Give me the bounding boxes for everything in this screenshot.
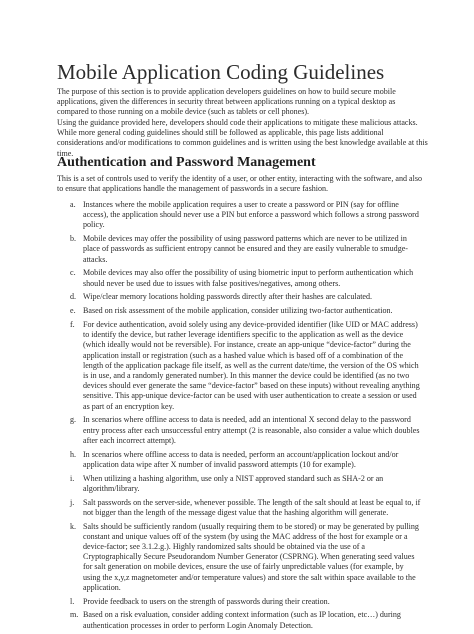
- list-item-marker: m.: [70, 610, 79, 620]
- list-item: [57, 320, 421, 412]
- list-item: [57, 522, 421, 593]
- list-item-text: Salt passwords on the server-side, whenever possible. The length of the salt should at least be equal to, if not bigger than the length of the message digest value that the hashing algorithm will generate.: [83, 497, 421, 517]
- list-item-text: Mobile devices may offer the possibility of using password patterns which are never to be utilized in place of passwords as sufficient entropy cannot be ensured and they are easily vulnerable to smudge-attacks.: [83, 234, 408, 264]
- list-item-marker: c.: [70, 268, 76, 278]
- page-title: Mobile Application Coding Guidelines: [57, 60, 385, 84]
- list-item: [57, 200, 421, 231]
- list-item-text: For device authentication, avoid solely using any device-provided identifier (like UID or MAC address) to identify the device, but rather leverage identifiers specific to the application as well as the device (which ideally would not be reversible). For instance, create an app-unique “device-factor” during the application install or registration (such as a hashed value which is based off of a combination of the length of the application package file itself, as well as the current date/time, the version of the OS which is in use, and a randomly generated number). In this manner the device could be identified (as no two devices should ever generate the same “device-factor” based on these inputs) without revealing anything sensitive. This app-unique device-factor can be used with user authentication to create a session or used as part of an encryption key.: [83, 320, 420, 411]
- list-item: [57, 234, 421, 265]
- list-item-text: In scenarios where offline access to data is needed, perform an account/application lockout and/or application data wipe after X number of invalid password attempts (10 for example).: [83, 449, 399, 469]
- list-item-text: When utilizing a hashing algorithm, use only a NIST approved standard such as SHA-2 or an algorithm/library.: [83, 473, 384, 493]
- list-item: [57, 474, 421, 494]
- list-item-marker: i.: [70, 473, 75, 483]
- list-item: [57, 268, 421, 288]
- list-item-marker: h.: [70, 449, 77, 459]
- list-item: [57, 610, 421, 630]
- section-heading: Authentication and Password Management: [57, 155, 316, 170]
- list-item-marker: b.: [70, 234, 77, 244]
- list-item: [57, 498, 421, 518]
- list-item-marker: j.: [70, 497, 75, 507]
- intro-paragraph-1: The purpose of this section is to provide application developers guidelines on how to build secure mobile applications, given the differences in security threat between applications running on a typical desktop as compared to those running on a mobile device (such as tablets or cell phones).: [57, 87, 396, 117]
- list-item: [57, 450, 421, 470]
- guideline-list: [57, 200, 421, 634]
- list-item-marker: l.: [70, 596, 75, 606]
- list-item: [57, 597, 421, 607]
- list-item-text: Based on risk assessment of the mobile application, consider utilizing two-factor authentication.: [83, 306, 393, 316]
- list-item-text: Instances where the mobile application requires a user to create a password or PIN (say for offline access), the application should never use a PIN but enforce a password which follows a strong password policy.: [83, 200, 419, 230]
- list-item-marker: f.: [70, 320, 75, 329]
- list-item-text: In scenarios where offline access to data is needed, add an intentional X second delay to the password entry process after each unsuccessful entry attempt (2 is reasonable, also consider a value which doubles after each incorrect attempt).: [83, 415, 420, 445]
- list-item: [57, 415, 421, 446]
- list-item: [57, 306, 421, 316]
- list-item: [57, 292, 421, 302]
- list-item-text: Provide feedback to users on the strength of passwords during their creation.: [83, 596, 330, 606]
- list-item-marker: e.: [70, 306, 76, 316]
- list-item-marker: d.: [70, 292, 77, 302]
- list-item-text: Based on a risk evaluation, consider adding context information (such as IP location, etc…) during authentication processes in order to perform Login Anomaly Detection.: [83, 610, 401, 630]
- list-item-marker: k.: [70, 521, 77, 531]
- section-intro: This is a set of controls used to verify the identity of a user, or other entity, interacting with the software, and also to ensure that applications handle the management of passwords in a secure fashion.: [57, 174, 422, 194]
- list-item-text: Wipe/clear memory locations holding passwords directly after their hashes are calculated.: [83, 292, 373, 302]
- list-item-text: Salts should be sufficiently random (usually requiring them to be stored) or may be generated by pulling constant and unique values off of the system (by using the MAC address of the host for example or a device-factor; see 3.1.2.g.). Highly randomized salts should be obtained via the use of a Cryptographically Secure Pseudorandom Number Generator (CSPRNG). When generating seed values for salt generation on mobile devices, ensure the use of fairly unpredictable values (for example, by using the x,y,z magnetometer and/or temperature values) and store the salt within space available to the application.: [83, 521, 419, 592]
- list-item-marker: g.: [70, 415, 77, 425]
- list-item-marker: a.: [70, 200, 76, 209]
- list-item-text: Mobile devices may also offer the possibility of using biometric input to perform authentication which should never be used due to issues with false positives/negatives, among others.: [83, 268, 414, 288]
- intro-paragraph-2: Using the guidance provided here, developers should code their applications to mitigate these malicious attacks. While more general coding guidelines should still be followed as applicable, this page lists additional considerations and/or modifications to common guidelines and is written using the best knowledge available at this time.: [57, 118, 428, 158]
